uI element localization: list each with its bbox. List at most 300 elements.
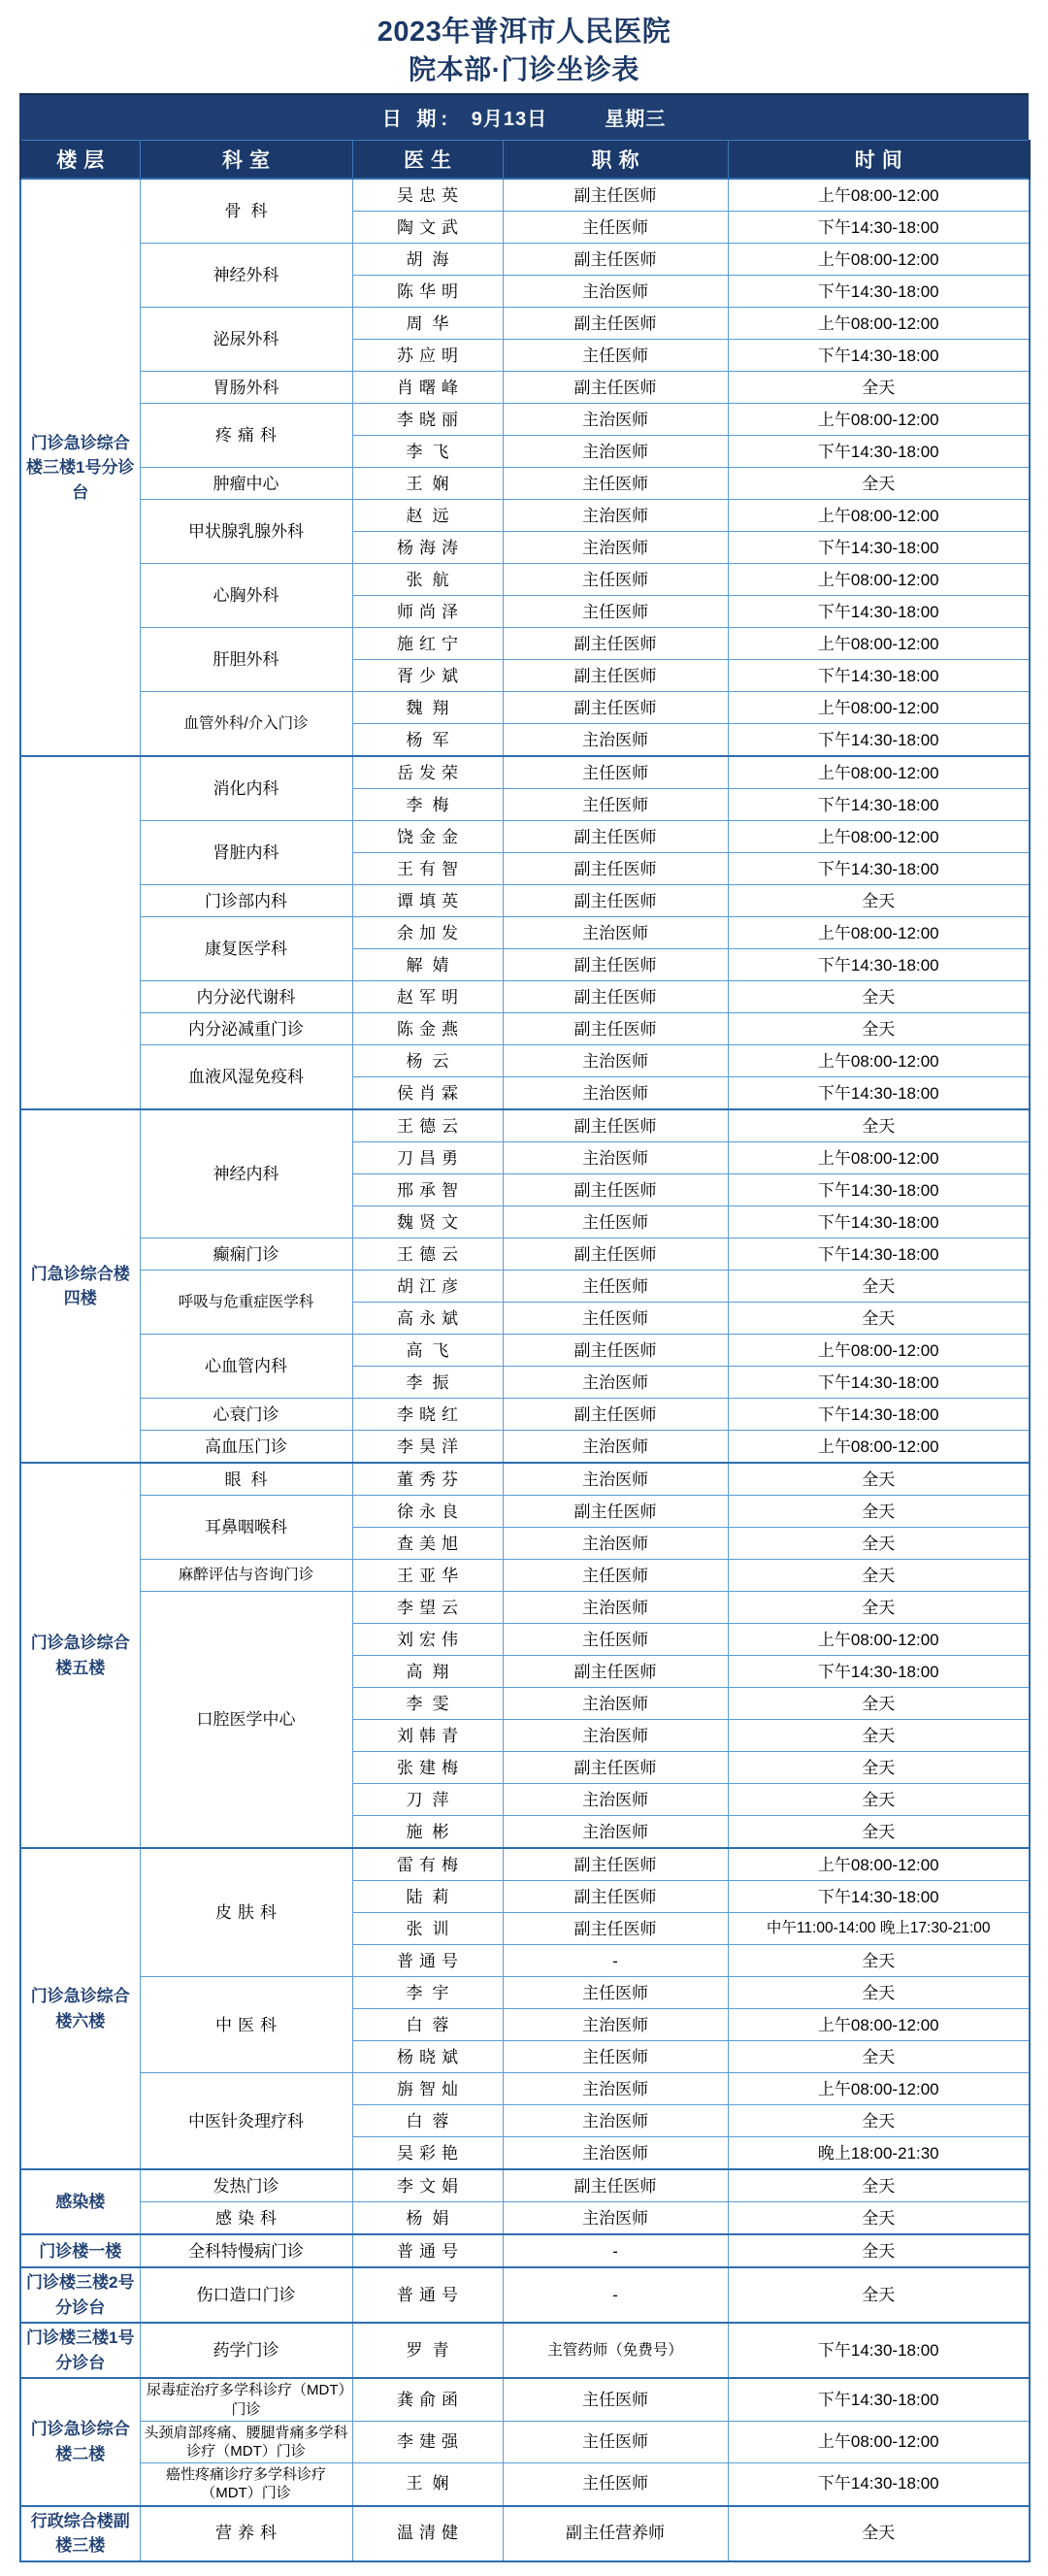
title-cell: 主任医师	[503, 1271, 728, 1303]
doctor-cell: 徐永良	[352, 1496, 503, 1528]
title-cell: 主治医师	[503, 1816, 728, 1849]
department-cell: 神经内科	[140, 1109, 352, 1238]
time-cell: 全天	[728, 2506, 1030, 2561]
doctor-cell: 张航	[352, 564, 503, 596]
department-cell: 骨科	[140, 179, 352, 244]
department-cell: 药学门诊	[140, 2323, 352, 2378]
table-row	[20, 1560, 1030, 1592]
time-cell: 全天	[728, 2267, 1030, 2323]
time-cell: 全天	[728, 885, 1030, 917]
doctor-cell: 白蓉	[352, 2105, 503, 2137]
doctor-cell: 普通号	[352, 1945, 503, 1977]
time-cell: 上午08:00-12:00	[728, 179, 1030, 212]
department-cell: 胃肠外科	[140, 372, 352, 404]
table-row	[20, 1109, 1030, 1142]
floor-cell: 门诊急诊综合楼三楼1号分诊台	[20, 179, 140, 756]
time-cell: 上午08:00-12:00	[728, 308, 1030, 340]
title-cell: -	[503, 2267, 728, 2323]
table-row	[20, 2234, 1030, 2267]
department-cell: 癌性疼痛诊疗多学科诊疗（MDT）门诊	[140, 2463, 352, 2506]
title-cell: 副主任医师	[503, 1848, 728, 1881]
floor-cell: 门急诊综合楼四楼	[20, 1109, 140, 1463]
title-cell: 副主任医师	[503, 1013, 728, 1045]
doctor-cell: 王德云	[352, 1238, 503, 1271]
doctor-cell: 魏翔	[352, 692, 503, 724]
title-cell: 副主任医师	[503, 1913, 728, 1945]
time-cell: 上午08:00-12:00	[728, 2421, 1030, 2462]
time-cell: 全天	[728, 1977, 1030, 2009]
doctor-cell: 龚俞函	[352, 2378, 503, 2421]
doctor-cell: 雷有梅	[352, 1848, 503, 1881]
department-cell: 高血压门诊	[140, 1431, 352, 1464]
doctor-cell: 温清健	[352, 2506, 503, 2561]
table-row	[20, 885, 1030, 917]
title-cell: 主任医师	[503, 1206, 728, 1238]
doctor-cell: 余加发	[352, 917, 503, 949]
title-cell: 主治医师	[503, 404, 728, 436]
doctor-cell: 李雯	[352, 1688, 503, 1720]
doctor-cell: 罗青	[352, 2323, 503, 2378]
time-cell: 上午08:00-12:00	[728, 1624, 1030, 1656]
doctor-cell: 查美旭	[352, 1528, 503, 1560]
date-bar	[19, 93, 1029, 140]
title-cell: 主任医师	[503, 789, 728, 821]
doctor-cell: 侯肖霖	[352, 1077, 503, 1110]
table-row	[20, 1431, 1030, 1464]
page-title: 2023年普洱市人民医院	[377, 17, 671, 48]
table-row	[20, 244, 1030, 276]
doctor-cell: 李振	[352, 1367, 503, 1399]
doctor-cell: 王德云	[352, 1109, 503, 1142]
doctor-cell: 普通号	[352, 2267, 503, 2323]
time-cell: 全天	[728, 1271, 1030, 1303]
department-cell: 门诊部内科	[140, 885, 352, 917]
table-row	[20, 1592, 1030, 1624]
time-cell: 上午08:00-12:00	[728, 500, 1030, 532]
doctor-cell: 杨云	[352, 1045, 503, 1077]
table-row	[20, 2378, 1030, 2421]
time-cell: 下午14:30-18:00	[728, 1077, 1030, 1110]
title-cell: 主任医师	[503, 2421, 728, 2462]
table-head	[20, 141, 1030, 180]
time-cell: 全天	[728, 1013, 1030, 1045]
time-cell: 上午08:00-12:00	[728, 1848, 1030, 1881]
title-cell: 主任医师	[503, 1303, 728, 1335]
table-row	[20, 179, 1030, 212]
table-row	[20, 2421, 1030, 2462]
department-cell: 耳鼻咽喉科	[140, 1496, 352, 1560]
time-cell: 下午14:30-18:00	[728, 1206, 1030, 1238]
department-cell: 康复医学科	[140, 917, 352, 981]
title-cell: 主治医师	[503, 1592, 728, 1624]
time-cell: 全天	[728, 1528, 1030, 1560]
time-cell: 全天	[728, 1109, 1030, 1142]
doctor-cell: 李昊洋	[352, 1431, 503, 1464]
title-cell: 副主任医师	[503, 179, 728, 212]
doctor-cell: 旃智灿	[352, 2073, 503, 2105]
doctor-cell: 刘韩青	[352, 1720, 503, 1752]
title-cell: 副主任医师	[503, 1881, 728, 1913]
title-cell: 副主任医师	[503, 244, 728, 276]
doctor-cell: 杨军	[352, 724, 503, 757]
time-cell: 全天	[728, 1816, 1030, 1849]
doctor-cell: 高飞	[352, 1335, 503, 1367]
floor-cell: 门诊楼三楼2号分诊台	[20, 2267, 140, 2323]
doctor-cell: 白蓉	[352, 2009, 503, 2041]
time-cell: 下午14:30-18:00	[728, 436, 1030, 468]
schedule-table	[19, 140, 1031, 2561]
column-header-department: 科室	[140, 141, 352, 180]
doctor-cell: 杨娟	[352, 2202, 503, 2235]
time-cell: 全天	[728, 1688, 1030, 1720]
doctor-cell: 杨晓斌	[352, 2041, 503, 2073]
title-cell: 主治医师	[503, 2202, 728, 2235]
doctor-cell: 王娴	[352, 2463, 503, 2506]
title-cell: 副主任医师	[503, 949, 728, 981]
time-cell: 上午08:00-12:00	[728, 2073, 1030, 2105]
title-cell: 副主任医师	[503, 1174, 728, 1206]
column-header-title: 职称	[503, 141, 728, 180]
department-cell: 消化内科	[140, 756, 352, 821]
time-cell: 下午14:30-18:00	[728, 212, 1030, 244]
department-cell: 心衰门诊	[140, 1399, 352, 1431]
time-cell: 全天	[728, 2169, 1030, 2202]
time-cell: 上午08:00-12:00	[728, 564, 1030, 596]
doctor-cell: 李晓丽	[352, 404, 503, 436]
time-cell: 下午14:30-18:00	[728, 276, 1030, 308]
time-cell: 全天	[728, 1720, 1030, 1752]
floor-cell: 感染楼	[20, 2169, 140, 2234]
title-cell: 主治医师	[503, 500, 728, 532]
time-cell: 全天	[728, 468, 1030, 500]
department-cell: 疼痛科	[140, 404, 352, 468]
date-value: 9月13日	[471, 109, 548, 131]
time-cell: 上午08:00-12:00	[728, 692, 1030, 724]
time-cell: 下午14:30-18:00	[728, 1656, 1030, 1688]
title-cell: 副主任医师	[503, 853, 728, 885]
time-cell: 全天	[728, 981, 1030, 1013]
doctor-cell: 王有智	[352, 853, 503, 885]
floor-cell: 门诊急诊综合楼五楼	[20, 1463, 140, 1848]
floor-cell: 门诊楼三楼1号分诊台	[20, 2323, 140, 2378]
floor-cell: 门诊楼一楼	[20, 2234, 140, 2267]
doctor-cell: 施彬	[352, 1816, 503, 1849]
table-row	[20, 756, 1030, 789]
title-cell: 主任医师	[503, 756, 728, 789]
doctor-cell: 张建梅	[352, 1752, 503, 1784]
department-cell: 心血管内科	[140, 1335, 352, 1399]
title-cell: 副主任医师	[503, 1238, 728, 1271]
title-cell: 主治医师	[503, 1720, 728, 1752]
title-cell: -	[503, 2234, 728, 2267]
title-cell: 主任医师	[503, 212, 728, 244]
doctor-cell: 杨海涛	[352, 532, 503, 564]
title-cell: 主任医师	[503, 564, 728, 596]
title-cell: 主任医师	[503, 1977, 728, 2009]
department-cell: 麻醉评估与咨询门诊	[140, 1560, 352, 1592]
title-cell: 主治医师	[503, 2073, 728, 2105]
department-cell: 尿毒症治疗多学科诊疗（MDT）门诊	[140, 2378, 352, 2421]
department-cell: 内分泌减重门诊	[140, 1013, 352, 1045]
time-cell: 上午08:00-12:00	[728, 1045, 1030, 1077]
floor-cell	[20, 756, 140, 1109]
time-cell: 下午14:30-18:00	[728, 789, 1030, 821]
table-row	[20, 2202, 1030, 2235]
time-cell: 下午14:30-18:00	[728, 1174, 1030, 1206]
doctor-cell: 李文娟	[352, 2169, 503, 2202]
time-cell: 上午08:00-12:00	[728, 821, 1030, 853]
doctor-cell: 王亚华	[352, 1560, 503, 1592]
column-header-time: 时间	[728, 141, 1030, 180]
time-cell: 上午08:00-12:00	[728, 628, 1030, 660]
table-row	[20, 2323, 1030, 2378]
time-cell: 全天	[728, 1560, 1030, 1592]
table-row	[20, 1977, 1030, 2009]
time-cell: 上午08:00-12:00	[728, 1335, 1030, 1367]
title-cell: 副主任医师	[503, 1399, 728, 1431]
title-cell: 主治医师	[503, 1784, 728, 1816]
time-cell: 下午14:30-18:00	[728, 1881, 1030, 1913]
doctor-cell: 张训	[352, 1913, 503, 1945]
time-cell: 上午08:00-12:00	[728, 2009, 1030, 2041]
doctor-cell: 师尚泽	[352, 596, 503, 628]
doctor-cell: 陈金燕	[352, 1013, 503, 1045]
department-cell: 伤口造口门诊	[140, 2267, 352, 2323]
title-cell: 主任医师	[503, 340, 728, 372]
title-cell: 副主任医师	[503, 660, 728, 692]
time-cell: 全天	[728, 1752, 1030, 1784]
table-row	[20, 2169, 1030, 2202]
title-cell: 主任医师	[503, 468, 728, 500]
title-cell: 副主任医师	[503, 2169, 728, 2202]
doctor-cell: 饶金金	[352, 821, 503, 853]
time-cell: 全天	[728, 2202, 1030, 2235]
time-cell: 全天	[728, 2041, 1030, 2073]
title-cell: 主治医师	[503, 2105, 728, 2137]
time-cell: 下午14:30-18:00	[728, 1399, 1030, 1431]
table-row	[20, 1045, 1030, 1077]
doctor-cell: 周华	[352, 308, 503, 340]
title-cell: 主任医师	[503, 1560, 728, 1592]
table-row	[20, 821, 1030, 853]
floor-cell: 门诊急诊综合楼二楼	[20, 2378, 140, 2505]
doctor-cell: 苏应明	[352, 340, 503, 372]
time-cell: 全天	[728, 1592, 1030, 1624]
table-row	[20, 2463, 1030, 2506]
title-cell: 主治医师	[503, 276, 728, 308]
doctor-cell: 李建强	[352, 2421, 503, 2462]
department-cell: 甲状腺乳腺外科	[140, 500, 352, 564]
time-cell: 全天	[728, 1463, 1030, 1496]
department-cell: 呼吸与危重症医学科	[140, 1271, 352, 1335]
title-cell: 副主任医师	[503, 692, 728, 724]
doctor-cell: 陶文武	[352, 212, 503, 244]
title-cell: 主任医师	[503, 1624, 728, 1656]
title-cell: 副主任医师	[503, 1496, 728, 1528]
weekday-value: 星期三	[605, 109, 667, 131]
department-cell: 全科特慢病门诊	[140, 2234, 352, 2267]
department-cell: 感染科	[140, 2202, 352, 2235]
time-cell: 全天	[728, 1496, 1030, 1528]
time-cell: 上午08:00-12:00	[728, 756, 1030, 789]
time-cell: 下午14:30-18:00	[728, 1238, 1030, 1271]
table-row	[20, 1848, 1030, 1881]
header-row	[20, 141, 1030, 180]
doctor-cell: 刀昌勇	[352, 1142, 503, 1174]
title-cell: 副主任医师	[503, 1335, 728, 1367]
department-cell: 肿瘤中心	[140, 468, 352, 500]
doctor-cell: 李望云	[352, 1592, 503, 1624]
time-cell: 全天	[728, 2234, 1030, 2267]
doctor-cell: 吴忠英	[352, 179, 503, 212]
time-cell: 下午14:30-18:00	[728, 1367, 1030, 1399]
doctor-cell: 高永斌	[352, 1303, 503, 1335]
department-cell: 心胸外科	[140, 564, 352, 628]
doctor-cell: 胡海	[352, 244, 503, 276]
time-cell: 上午08:00-12:00	[728, 917, 1030, 949]
time-cell: 下午14:30-18:00	[728, 2323, 1030, 2378]
time-cell: 下午14:30-18:00	[728, 949, 1030, 981]
doctor-cell: 施红宁	[352, 628, 503, 660]
time-cell: 下午14:30-18:00	[728, 596, 1030, 628]
table-row	[20, 628, 1030, 660]
title-cell: 主任医师	[503, 596, 728, 628]
department-cell: 肝胆外科	[140, 628, 352, 692]
title-cell: 主任医师	[503, 2463, 728, 2506]
department-cell: 皮肤科	[140, 1848, 352, 1977]
table-row	[20, 1399, 1030, 1431]
title-cell: 副主任医师	[503, 821, 728, 853]
doctor-cell: 陈华明	[352, 276, 503, 308]
department-cell: 癫痫门诊	[140, 1238, 352, 1271]
title-cell: 主管药师（免费号）	[503, 2323, 728, 2378]
doctor-cell: 魏贤文	[352, 1206, 503, 1238]
time-cell: 晚上18:00-21:30	[728, 2137, 1030, 2170]
department-cell: 发热门诊	[140, 2169, 352, 2202]
time-cell: 下午14:30-18:00	[728, 660, 1030, 692]
title-cell: 副主任医师	[503, 372, 728, 404]
time-cell: 上午08:00-12:00	[728, 1431, 1030, 1464]
title-cell: 主治医师	[503, 436, 728, 468]
title-cell: -	[503, 1945, 728, 1977]
doctor-cell: 谭填英	[352, 885, 503, 917]
table-body	[20, 179, 1030, 2560]
time-cell: 全天	[728, 1303, 1030, 1335]
title-cell: 副主任医师	[503, 308, 728, 340]
department-cell: 中医科	[140, 1977, 352, 2073]
table-row	[20, 1335, 1030, 1367]
time-cell: 下午14:30-18:00	[728, 2463, 1030, 2506]
title-cell: 主治医师	[503, 2137, 728, 2170]
department-cell: 泌尿外科	[140, 308, 352, 372]
title-cell: 主治医师	[503, 917, 728, 949]
table-row	[20, 1271, 1030, 1303]
department-cell: 眼科	[140, 1463, 352, 1496]
title-cell: 副主任医师	[503, 885, 728, 917]
department-cell: 中医针灸理疗科	[140, 2073, 352, 2170]
doctor-cell: 吴彩艳	[352, 2137, 503, 2170]
doctor-cell: 胥少斌	[352, 660, 503, 692]
time-cell: 下午14:30-18:00	[728, 724, 1030, 757]
column-header-doctor: 医生	[352, 141, 503, 180]
title-cell: 主治医师	[503, 1045, 728, 1077]
time-cell: 全天	[728, 2105, 1030, 2137]
doctor-cell: 李宇	[352, 1977, 503, 2009]
time-cell: 全天	[728, 372, 1030, 404]
title-cell: 主治医师	[503, 1463, 728, 1496]
table-row	[20, 692, 1030, 724]
table-row	[20, 981, 1030, 1013]
table-row	[20, 2267, 1030, 2323]
table-row	[20, 1496, 1030, 1528]
title-cell: 主治医师	[503, 1688, 728, 1720]
column-header-floor: 楼层	[20, 141, 140, 180]
time-cell: 上午08:00-12:00	[728, 1142, 1030, 1174]
doctor-cell: 高翔	[352, 1656, 503, 1688]
doctor-cell: 李飞	[352, 436, 503, 468]
table-row	[20, 564, 1030, 596]
doctor-cell: 董秀芬	[352, 1463, 503, 1496]
doctor-cell: 刀萍	[352, 1784, 503, 1816]
title-cell: 副主任医师	[503, 628, 728, 660]
title-cell: 主治医师	[503, 1367, 728, 1399]
table-row	[20, 1013, 1030, 1045]
table-row	[20, 1463, 1030, 1496]
table-row	[20, 2073, 1030, 2105]
table-row	[20, 500, 1030, 532]
department-cell: 营养科	[140, 2506, 352, 2561]
doctor-cell: 王娴	[352, 468, 503, 500]
department-cell: 神经外科	[140, 244, 352, 308]
time-cell: 全天	[728, 1945, 1030, 1977]
doctor-cell: 邢承智	[352, 1174, 503, 1206]
doctor-cell: 肖曙峰	[352, 372, 503, 404]
floor-cell: 门诊急诊综合楼六楼	[20, 1848, 140, 2169]
department-cell: 肾脏内科	[140, 821, 352, 885]
time-cell: 下午14:30-18:00	[728, 2378, 1030, 2421]
doctor-cell: 赵军明	[352, 981, 503, 1013]
title-cell: 副主任医师	[503, 1109, 728, 1142]
doctor-cell: 刘宏伟	[352, 1624, 503, 1656]
title-cell: 主治医师	[503, 1142, 728, 1174]
table-row	[20, 917, 1030, 949]
doctor-cell: 岳发荣	[352, 756, 503, 789]
title-cell: 主治医师	[503, 532, 728, 564]
title-cell: 主治医师	[503, 2009, 728, 2041]
title-cell: 主治医师	[503, 724, 728, 757]
doctor-cell: 李梅	[352, 789, 503, 821]
title-block	[19, 0, 1029, 93]
doctor-cell: 赵远	[352, 500, 503, 532]
department-cell: 血液风湿免疫科	[140, 1045, 352, 1110]
doctor-cell: 胡江彦	[352, 1271, 503, 1303]
time-cell: 下午14:30-18:00	[728, 340, 1030, 372]
floor-cell: 行政综合楼副楼三楼	[20, 2506, 140, 2561]
title-cell: 副主任医师	[503, 1752, 728, 1784]
time-cell: 下午14:30-18:00	[728, 532, 1030, 564]
title-cell: 主任医师	[503, 2378, 728, 2421]
title-cell: 副主任医师	[503, 1656, 728, 1688]
time-cell: 下午14:30-18:00	[728, 853, 1030, 885]
time-cell: 全天	[728, 1784, 1030, 1816]
title-cell: 主治医师	[503, 1431, 728, 1464]
doctor-cell: 普通号	[352, 2234, 503, 2267]
table-row	[20, 372, 1030, 404]
table-row	[20, 2506, 1030, 2561]
page-subtitle: 院本部·门诊坐诊表	[409, 53, 639, 84]
doctor-cell: 李晓红	[352, 1399, 503, 1431]
department-cell: 口腔医学中心	[140, 1592, 352, 1849]
